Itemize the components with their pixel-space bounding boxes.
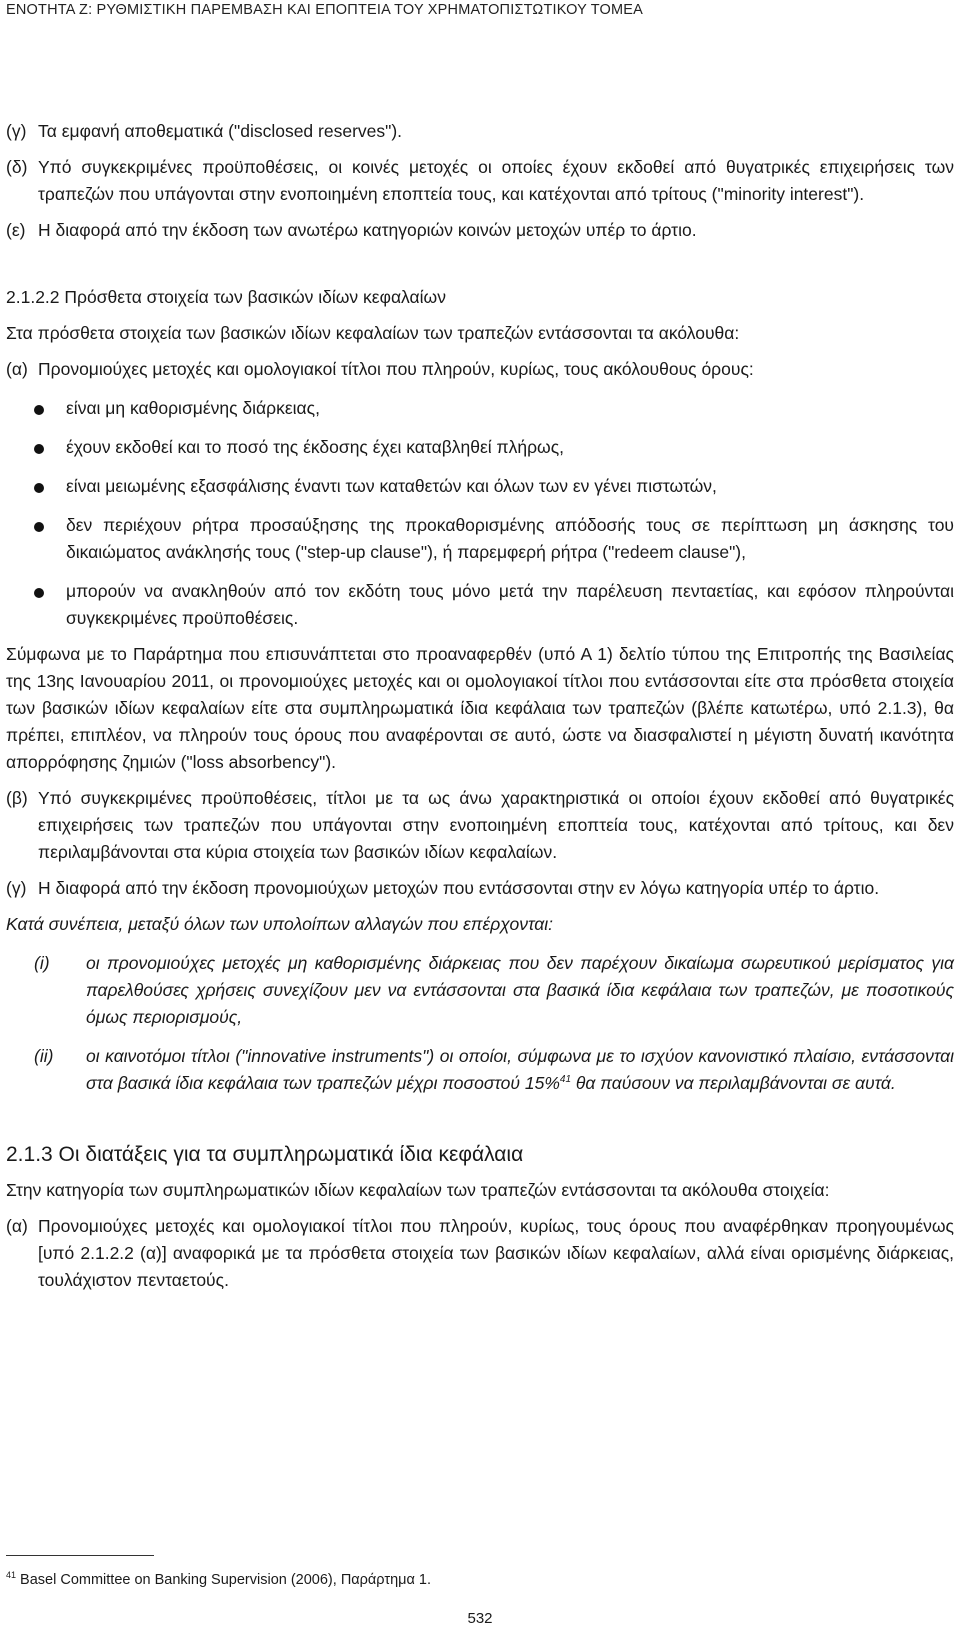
item-label: (α) xyxy=(6,359,28,379)
bullet-icon xyxy=(34,395,66,422)
section-heading-2122: 2.1.2.2 Πρόσθετα στοιχεία των βασικών ιδίων κεφαλαίων xyxy=(6,287,446,307)
bullet-item xyxy=(6,395,954,422)
list-item xyxy=(6,118,954,145)
bullet-item xyxy=(6,578,954,632)
item-text: οι προνομιούχες μετοχές μη καθορισμένης διάρκειας που δεν παρέχουν δικαίωμα σωρευτικού μερίσματος για παρελθούσες χρήσεις συνεχίζουν μεν να εντάσσονται στα βασικά ίδια κεφάλαια των τραπεζών, με ποσοτικούς όμως περιορισμούς, xyxy=(86,953,954,1027)
item-label: (ii) xyxy=(34,1046,54,1066)
item-text: Η διαφορά από την έκδοση των ανωτέρω κατηγοριών κοινών μετοχών υπέρ το άρτιο. xyxy=(38,220,697,240)
section-heading-213: 2.1.3 Οι διατάξεις για τα συμπληρωματικά ίδια κεφάλαια xyxy=(6,1143,524,1166)
item-label: (α) xyxy=(6,1216,28,1236)
roman-item xyxy=(6,1043,954,1097)
list-item xyxy=(6,217,954,244)
item-text xyxy=(86,1043,954,1097)
item-text: Τα εμφανή αποθεματικά ("disclosed reserves"). xyxy=(38,121,403,141)
italic-intro: Κατά συνέπεια, μεταξύ όλων των υπολοίπων αλλαγών που επέρχονται: xyxy=(6,914,553,934)
item-text-part: θα παύσουν να περιλαμβάνονται σε αυτά. xyxy=(571,1073,896,1093)
item-text: Υπό συγκεκριμένες προϋποθέσεις, τίτλοι με τα ως άνω χαρακτηριστικά οι οποίοι έχουν εκδοθεί από θυγατρικές επιχειρήσεις των τραπεζών που υπάγονται στην ενοποιημένη εποπτεία τους, κατέχονται από τρίτους, και δεν περιλαμβάνονται στα κύρια στοιχεία των βασικών ιδίων κεφαλαίων. xyxy=(38,788,954,862)
item-text-part: οι καινοτόμοι τίτλοι ("innovative instruments") οι οποίοι, σύμφωνα με το ισχύον κανονιστικό πλαίσιο, εντάσσονται στα βασικά ίδια κεφάλαια των τραπεζών μέχρι ποσοστού 15% xyxy=(86,1046,954,1093)
list-item xyxy=(6,875,954,902)
bullet-text: είναι μειωμένης εξασφάλισης έναντι των καταθετών και όλων των εν γένει πιστωτών, xyxy=(66,476,717,496)
main-content xyxy=(6,118,954,1294)
bullet-item xyxy=(6,512,954,566)
item-text: Προνομιούχες μετοχές και ομολογιακοί τίτλοι που πληρούν, κυρίως, τους ακόλουθους όρους: xyxy=(38,359,754,379)
list-item xyxy=(6,154,954,208)
item-label: (β) xyxy=(6,788,28,808)
list-item xyxy=(6,356,954,383)
item-label: (γ) xyxy=(6,878,27,898)
item-label: (ε) xyxy=(6,220,26,240)
bullet-item xyxy=(6,434,954,461)
item-label: (γ) xyxy=(6,121,27,141)
bullet-text: έχουν εκδοθεί και το ποσό της έκδοσης έχει καταβληθεί πλήρως, xyxy=(66,437,565,457)
item-label: (δ) xyxy=(6,157,28,177)
item-text: Προνομιούχες μετοχές και ομολογιακοί τίτλοι που πληρούν, κυρίως, τους όρους που αναφέρθηκαν προηγουμένως [υπό 2.1.2.2 (α)] αναφορικά με τα πρόσθετα στοιχεία των βασικών ιδίων κεφαλαίων, αλλά είναι ορισμένης διάρκειας, τουλάχιστον πενταετούς. xyxy=(38,1216,954,1290)
bullet-text: δεν περιέχουν ρήτρα προσαύξησης της προκαθορισμένης απόδοσής τους σε περίπτωση μη άσκησης του δικαιώματος ανάκλησής τους ("step-up clause"), ή παρεμφερή ρήτρα ("redeem clause"), xyxy=(66,515,954,562)
body-paragraph: Σύμφωνα με το Παράρτημα που επισυνάπτεται στο προαναφερθέν (υπό Α 1) δελτίο τύπου της Επιτροπής της Βασιλείας της 13ης Ιανουαρίου 2011, οι προνομιούχες μετοχές και οι ομολογιακοί τίτλοι που εντάσσονται είτε στα πρόσθετα στοιχεία των βασικών ιδίων κεφαλαίων είτε στα συμπληρωματικά ίδια κεφάλαια των τραπεζών (βλέπε κατωτέρω, υπό 2.1.3), θα πρέπει, επιπλέον, να πληρούν τους όρους που αναφέρονται σε αυτό, ώστε να διασφαλιστεί η μέγιστη δυνατή ικανότητα απορρόφησης ζημιών ("loss absorbency"). xyxy=(6,644,954,772)
footnote xyxy=(6,1572,431,1588)
footnote-text: Basel Committee on Banking Supervision (2006), Παράρτημα 1. xyxy=(16,1572,432,1588)
footnote-reference: 41 xyxy=(559,1074,572,1086)
item-text: Υπό συγκεκριμένες προϋποθέσεις, οι κοινές μετοχές οι οποίες έχουν εκδοθεί από θυγατρικές επιχειρήσεις των τραπεζών που υπάγονται στην ενοποιημένη εποπτεία τους, και κατέχονται από τρίτους ("minority interest"). xyxy=(38,157,954,204)
list-item xyxy=(6,1213,954,1294)
bullet-icon xyxy=(34,434,66,461)
bullet-text: μπορούν να ανακληθούν από τον εκδότη τους μόνο μετά την παρέλευση πενταετίας, και εφόσον πληρούνται συγκεκριμένες προϋποθέσεις. xyxy=(66,581,954,628)
bullet-item xyxy=(6,473,954,500)
footnote-number: 41 xyxy=(6,1570,17,1581)
list-item xyxy=(6,785,954,866)
running-header: ΕΝΟΤΗΤΑ Ζ: ΡΥΘΜΙΣΤΙΚΗ ΠΑΡΕΜΒΑΣΗ ΚΑΙ ΕΠΟΠΤΕΙΑ ΤΟΥ ΧΡΗΜΑΤΟΠΙΣΤΩΤΙΚΟΥ ΤΟΜΕΑ xyxy=(6,2,644,18)
bullet-icon xyxy=(34,512,66,566)
section-intro: Στην κατηγορία των συμπληρωματικών ιδίων κεφαλαίων των τραπεζών εντάσσονται τα ακόλουθα στοιχεία: xyxy=(6,1180,830,1200)
item-text: Η διαφορά από την έκδοση προνομιούχων μετοχών που εντάσσονται στην εν λόγω κατηγορία υπέρ το άρτιο. xyxy=(38,878,880,898)
item-label: (i) xyxy=(34,953,50,973)
bullet-icon xyxy=(34,578,66,632)
section-intro: Στα πρόσθετα στοιχεία των βασικών ιδίων κεφαλαίων των τραπεζών εντάσσονται τα ακόλουθα: xyxy=(6,323,740,343)
bullet-icon xyxy=(34,473,66,500)
roman-item xyxy=(6,950,954,1031)
page-number: 532 xyxy=(467,1610,493,1627)
footnote-divider xyxy=(6,1555,154,1556)
bullet-text: είναι μη καθορισμένης διάρκειας, xyxy=(66,398,320,418)
